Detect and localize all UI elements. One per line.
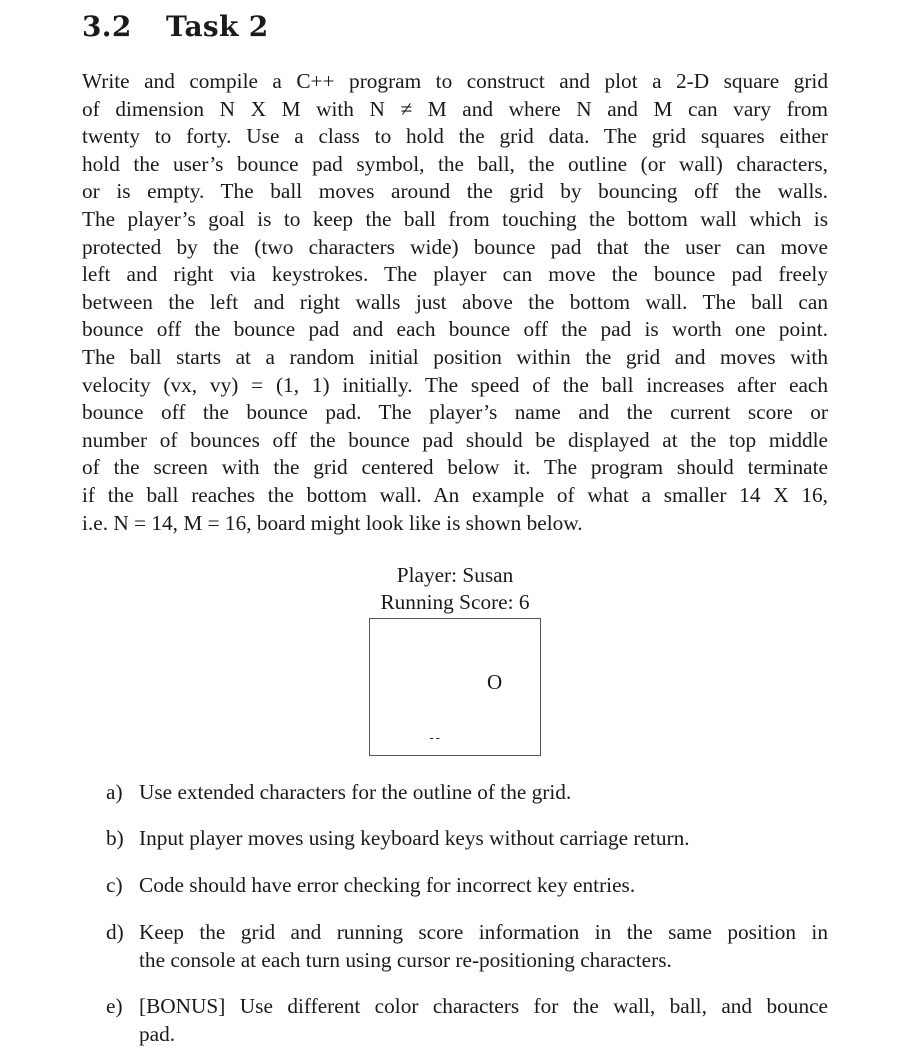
list-item-marker: e) — [106, 994, 123, 1018]
paragraph-line: i.e. N = 14, M = 16, board might look like is shown below. — [82, 510, 583, 535]
example-game-grid — [369, 618, 541, 756]
section-title: Task 2 — [166, 10, 269, 43]
paragraph-line: left and right via keystrokes. The player can move the bounce pad freely — [82, 262, 828, 287]
list-item-line: pad. — [139, 1022, 176, 1046]
paragraph-line: of dimension N X M with N ≠ M and where N and M can vary from — [82, 96, 828, 121]
paragraph-line: bounce off the bounce pad. The player’s name and the current score or — [82, 400, 828, 425]
ball: O — [487, 670, 503, 694]
paragraph-line: if the ball reaches the bottom wall. An example of what a smaller 14 X 16, — [82, 482, 828, 507]
task-description — [82, 68, 828, 537]
paragraph-line: The player’s goal is to keep the ball from touching the bottom wall which is — [82, 206, 828, 231]
paragraph-line: or is empty. The ball moves around the grid by bouncing off the walls. — [82, 179, 828, 204]
list-item-line: Input player moves using keyboard keys without carriage return. — [139, 826, 690, 850]
list-item-line: [BONUS] Use different color characters for the wall, ball, and bounce — [139, 994, 828, 1018]
list-item-marker: d) — [106, 920, 124, 944]
example-board-caption — [369, 562, 541, 617]
paragraph-line: bounce off the bounce pad and each bounce off the pad is worth one point. — [82, 317, 828, 342]
paragraph-line: The ball starts at a random initial position within the grid and moves with — [82, 344, 828, 369]
paragraph-line: velocity (vx, vy) = (1, 1) initially. The speed of the ball increases after each — [82, 372, 828, 397]
list-item-marker: a) — [106, 780, 123, 804]
bounce-pad: -- — [428, 731, 441, 745]
list-item-text — [139, 992, 828, 1048]
running-score-label: Running Score: 6 — [380, 590, 530, 615]
paragraph-line: between the left and right walls just above the bottom wall. The ball can — [82, 289, 828, 314]
list-item-text — [139, 778, 828, 806]
paragraph-line: of the screen with the grid centered below it. The program should terminate — [82, 455, 828, 480]
list-item-text — [139, 918, 828, 974]
list-item-text — [139, 871, 828, 899]
list-item-line: Use extended characters for the outline of the grid. — [139, 780, 572, 804]
list-item-line: Code should have error checking for incorrect key entries. — [139, 873, 636, 897]
list-item-line: Keep the grid and running score information in the same position in — [139, 920, 828, 944]
list-item-line: the console at each turn using cursor re-positioning characters. — [139, 948, 672, 972]
list-item-marker: b) — [106, 826, 124, 850]
list-item-marker: c) — [106, 873, 123, 897]
paragraph-line: number of bounces off the bounce pad should be displayed at the top middle — [82, 427, 828, 452]
list-item-text — [139, 824, 828, 852]
paragraph-line: Write and compile a C++ program to construct and plot a 2-D square grid — [82, 69, 828, 93]
section-heading — [82, 10, 269, 43]
paragraph-line: twenty to forty. Use a class to hold the grid data. The grid squares either — [82, 124, 828, 149]
paragraph-line: hold the user’s bounce pad symbol, the ball, the outline (or wall) characters, — [82, 151, 828, 176]
section-number: 3.2 — [82, 10, 132, 43]
paragraph-line: protected by the (two characters wide) bounce pad that the user can move — [82, 234, 828, 259]
player-name-label: Player: Susan — [396, 563, 514, 587]
